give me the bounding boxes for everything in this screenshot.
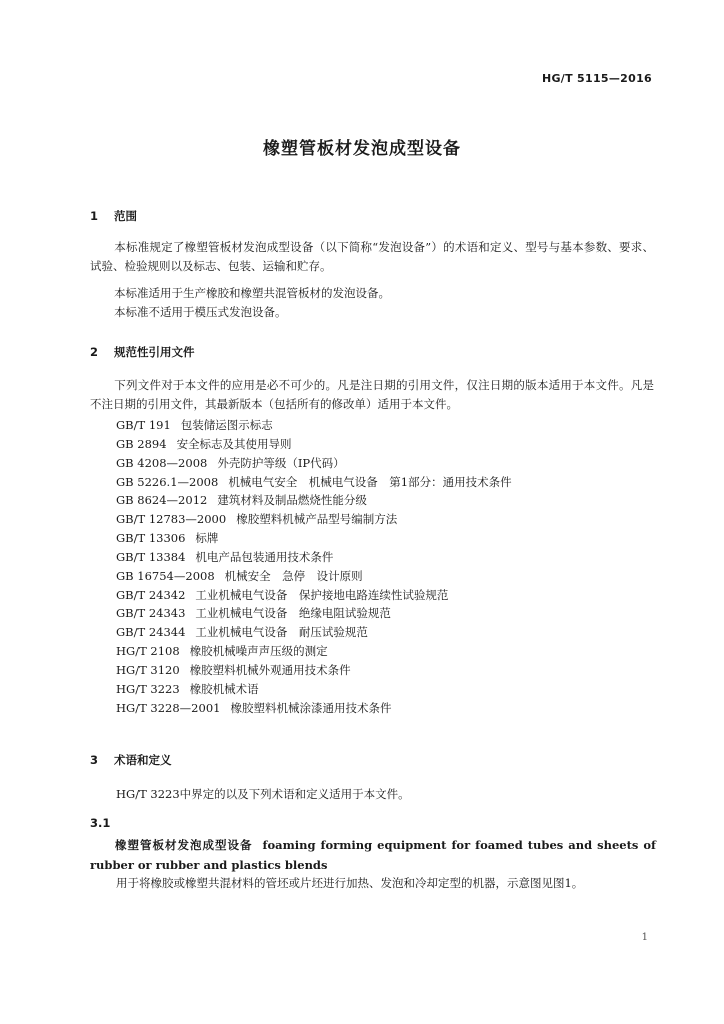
reference-code: HG/T 3223	[116, 681, 180, 696]
reference-item	[116, 680, 656, 699]
reference-code: HG/T 3228—2001	[116, 700, 221, 715]
standard-code: HG/T 5115—2016	[541, 72, 652, 85]
reference-title: 安全标志及其使用导则	[176, 436, 292, 451]
reference-item	[116, 567, 656, 586]
reference-title: 橡胶机械术语	[189, 681, 259, 696]
reference-code: GB 5226.1—2008	[116, 474, 219, 489]
term-chinese: 橡塑管板材发泡成型设备	[114, 838, 253, 852]
scope-paragraph-1	[90, 238, 654, 276]
reference-item	[116, 699, 656, 718]
section-1-heading	[90, 208, 137, 224]
section-title: 范围	[114, 209, 138, 223]
reference-item	[116, 623, 656, 642]
reference-item	[116, 661, 656, 680]
reference-title: 机械电气安全 机械电气设备 第1部分：通用技术条件	[228, 474, 512, 489]
section-number: 2	[90, 345, 99, 359]
reference-item	[116, 491, 656, 510]
reference-title: 包装储运图示标志	[180, 418, 273, 432]
reference-code: GB 4208—2008	[116, 455, 208, 470]
section-2-heading	[90, 344, 195, 360]
reference-code: GB/T 13384	[116, 549, 186, 564]
reference-item	[116, 604, 656, 623]
reference-item	[116, 642, 656, 661]
reference-item	[116, 586, 656, 605]
reference-code: GB 2894	[116, 436, 167, 451]
term-number: 3.1	[90, 816, 111, 830]
reference-code: GB/T 24342	[116, 587, 186, 602]
reference-list	[116, 416, 656, 718]
document-title: 橡塑管板材发泡成型设备	[263, 139, 461, 159]
references-intro	[90, 376, 654, 414]
reference-title: 工业机械电气设备 耐压试验规范	[195, 625, 368, 640]
term-definition: 用于将橡胶或橡塑共混材料的管坯或片坯进行加热、发泡和冷却定型的机器，示意图见图1。	[116, 876, 584, 890]
reference-code: GB/T 24343	[116, 606, 186, 621]
reference-code: GB/T 12783—2000	[116, 512, 227, 527]
reference-item	[116, 529, 656, 548]
reference-title: 机电产品包装通用技术条件	[195, 549, 334, 564]
reference-code: GB 8624—2012	[116, 493, 208, 508]
reference-code: HG/T 2108	[116, 644, 180, 659]
reference-item	[116, 548, 656, 567]
scope-paragraph-3: 本标准不适用于模压式发泡设备。	[114, 305, 287, 319]
reference-code: GB/T 191	[116, 418, 171, 432]
reference-item	[116, 435, 656, 454]
reference-title: 标牌	[195, 531, 219, 546]
reference-title: 工业机械电气设备 保护接地电路连续性试验规范	[195, 587, 449, 602]
reference-title: 橡胶机械噪声声压级的测定	[189, 644, 328, 659]
section-number: 3	[90, 753, 99, 767]
reference-item	[116, 510, 656, 529]
reference-title: 机械安全 急停 设计原则	[224, 568, 363, 583]
reference-title: 橡胶塑料机械涂漆通用技术条件	[230, 700, 392, 715]
scope-paragraph-2: 本标准适用于生产橡胶和橡塑共混管板材的发泡设备。	[114, 286, 390, 300]
reference-code: GB 16754—2008	[116, 568, 215, 583]
reference-title: 外壳防护等级（IP代码）	[217, 455, 345, 470]
references-intro-text: 下列文件对于本文件的应用是必不可少的。凡是注日期的引用文件，仅注日期的版本适用于本文件。凡是不注日期的引用文件，其最新版本（包括所有的修改单）适用于本文件。	[90, 378, 654, 411]
reference-code: GB/T 13306	[116, 531, 186, 546]
reference-title: 橡胶塑料机械外观通用技术条件	[189, 662, 351, 677]
reference-code: HG/T 3120	[116, 662, 180, 677]
reference-item	[116, 454, 656, 473]
reference-item	[116, 416, 656, 435]
scope-text: 本标准规定了橡塑管板材发泡成型设备（以下简称“发泡设备”）的术语和定义、型号与基本参数、要求、试验、检验规则以及标志、包装、运输和贮存。	[90, 240, 654, 273]
reference-item	[116, 473, 656, 492]
section-number: 1	[90, 209, 99, 223]
page-number: 1	[641, 932, 648, 943]
reference-title: 建筑材料及制品燃烧性能分级	[217, 493, 367, 508]
section-3-heading	[90, 752, 172, 768]
reference-title: 橡胶塑料机械产品型号编制方法	[236, 512, 398, 527]
section-title: 规范性引用文件	[114, 345, 195, 359]
term-english: foaming forming equipment for foamed tubes and sheets of rubber or rubber and plastics blends	[90, 838, 656, 872]
reference-title: 工业机械电气设备 绝缘电阻试验规范	[195, 606, 391, 621]
terms-intro: HG/T 3223中界定的以及下列术语和定义适用于本文件。	[116, 787, 410, 801]
reference-code: GB/T 24344	[116, 625, 186, 640]
term-entry	[90, 835, 656, 875]
section-title: 术语和定义	[114, 753, 172, 767]
